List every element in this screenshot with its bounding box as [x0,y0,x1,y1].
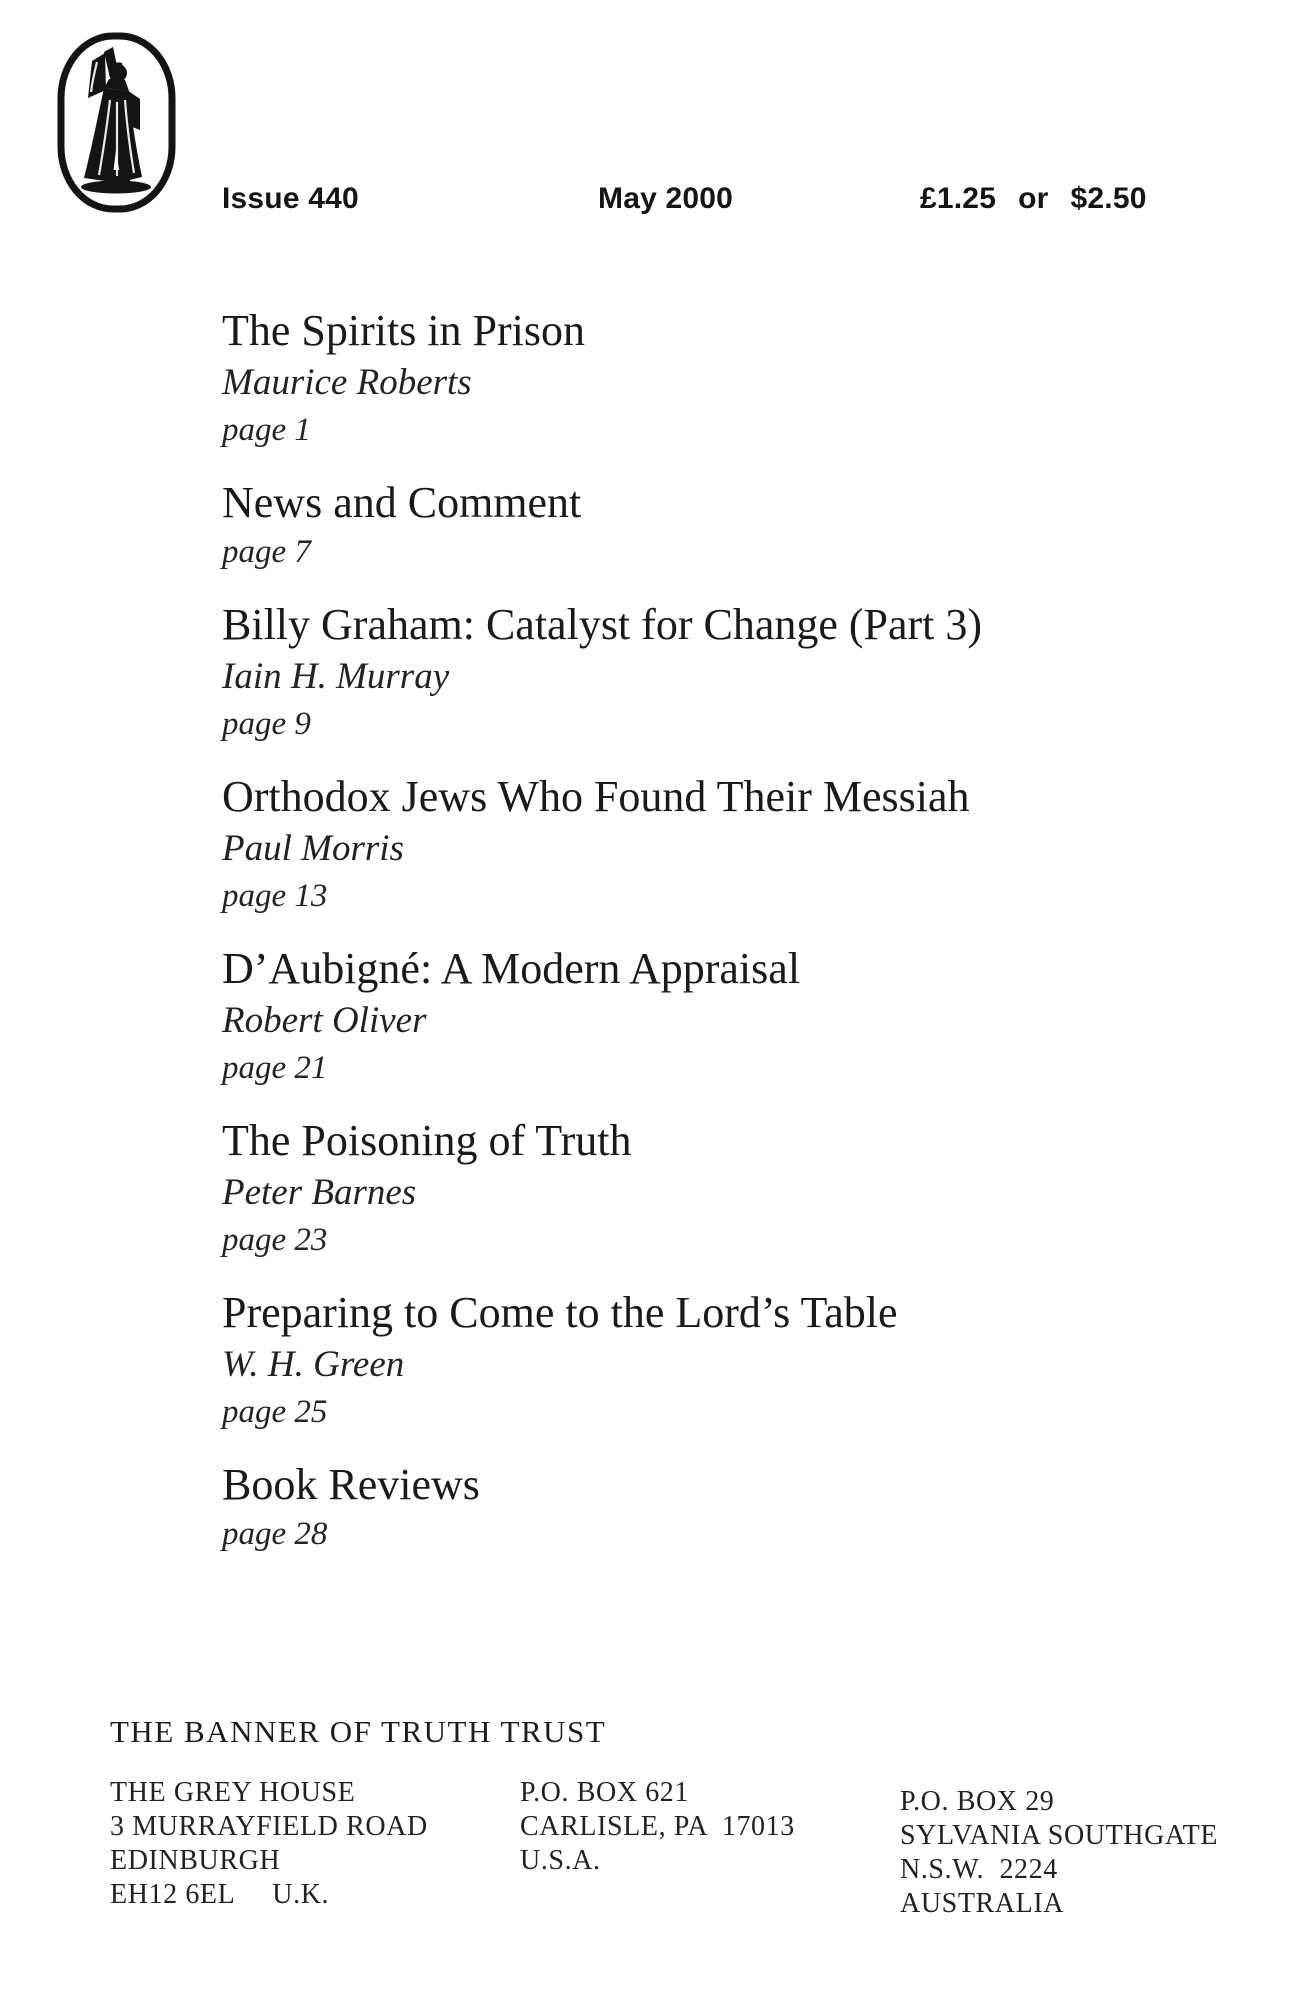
article-title: Book Reviews [222,1460,480,1509]
article-title: Billy Graham: Catalyst for Change (Part 3) [222,600,983,649]
address-line: 3 MURRAYFIELD ROAD [110,1811,428,1842]
article-title: Preparing to Come to the Lord’s Table [222,1288,898,1337]
article-title: The Poisoning of Truth [222,1116,632,1165]
address-line: AUSTRALIA [900,1888,1065,1919]
address-line: U.S.A. [520,1845,601,1876]
article-page-ref: page 1 [222,412,311,448]
preacher-icon [55,30,178,215]
toc-entry [222,770,1222,918]
toc-entry [222,1458,1222,1556]
address-line: SYLVANIA SOUTHGATE [900,1820,1219,1851]
publisher-name: THE BANNER OF TRUTH TRUST [110,1714,607,1749]
toc-entry [222,476,1222,574]
article-page-ref: page 9 [222,706,311,742]
address-line: THE GREY HOUSE [110,1777,356,1808]
address-line: EDINBURGH [110,1845,281,1876]
article-title: Orthodox Jews Who Found Their Messiah [222,772,970,821]
issue-number: Issue 440 [222,182,359,215]
publisher-address-usa [520,1776,795,1878]
toc-entry [222,942,1222,1090]
article-page-ref: page 28 [222,1516,328,1552]
issue-date: May 2000 [598,182,734,215]
article-author: Iain H. Murray [222,656,450,697]
toc-entry [222,1114,1222,1262]
issue-price: £1.25 or $2.50 [920,182,1147,215]
article-page-ref: page 7 [222,534,311,570]
banner-of-truth-logo [55,30,178,215]
table-of-contents [222,304,1222,1580]
article-author: W. H. Green [222,1344,405,1385]
article-page-ref: page 25 [222,1394,328,1430]
article-author: Robert Oliver [222,1000,427,1041]
toc-entry [222,304,1222,452]
address-line: EH12 6EL U.K. [110,1879,330,1910]
toc-entry [222,1286,1222,1434]
address-line: CARLISLE, PA 17013 [520,1811,795,1842]
address-line: P.O. BOX 29 [900,1786,1055,1817]
article-page-ref: page 23 [222,1222,328,1258]
article-author: Maurice Roberts [222,362,472,403]
article-title: News and Comment [222,478,582,527]
article-title: D’Aubigné: A Modern Appraisal [222,944,801,993]
toc-entry [222,598,1222,746]
article-author: Peter Barnes [222,1172,417,1213]
article-page-ref: page 21 [222,1050,328,1086]
publisher-address-australia [900,1785,1218,1921]
article-author: Paul Morris [222,828,404,869]
article-title: The Spirits in Prison [222,306,586,355]
article-page-ref: page 13 [222,878,328,914]
address-line: P.O. BOX 621 [520,1777,690,1808]
address-line: N.S.W. 2224 [900,1854,1058,1885]
publisher-address-uk [110,1776,428,1912]
